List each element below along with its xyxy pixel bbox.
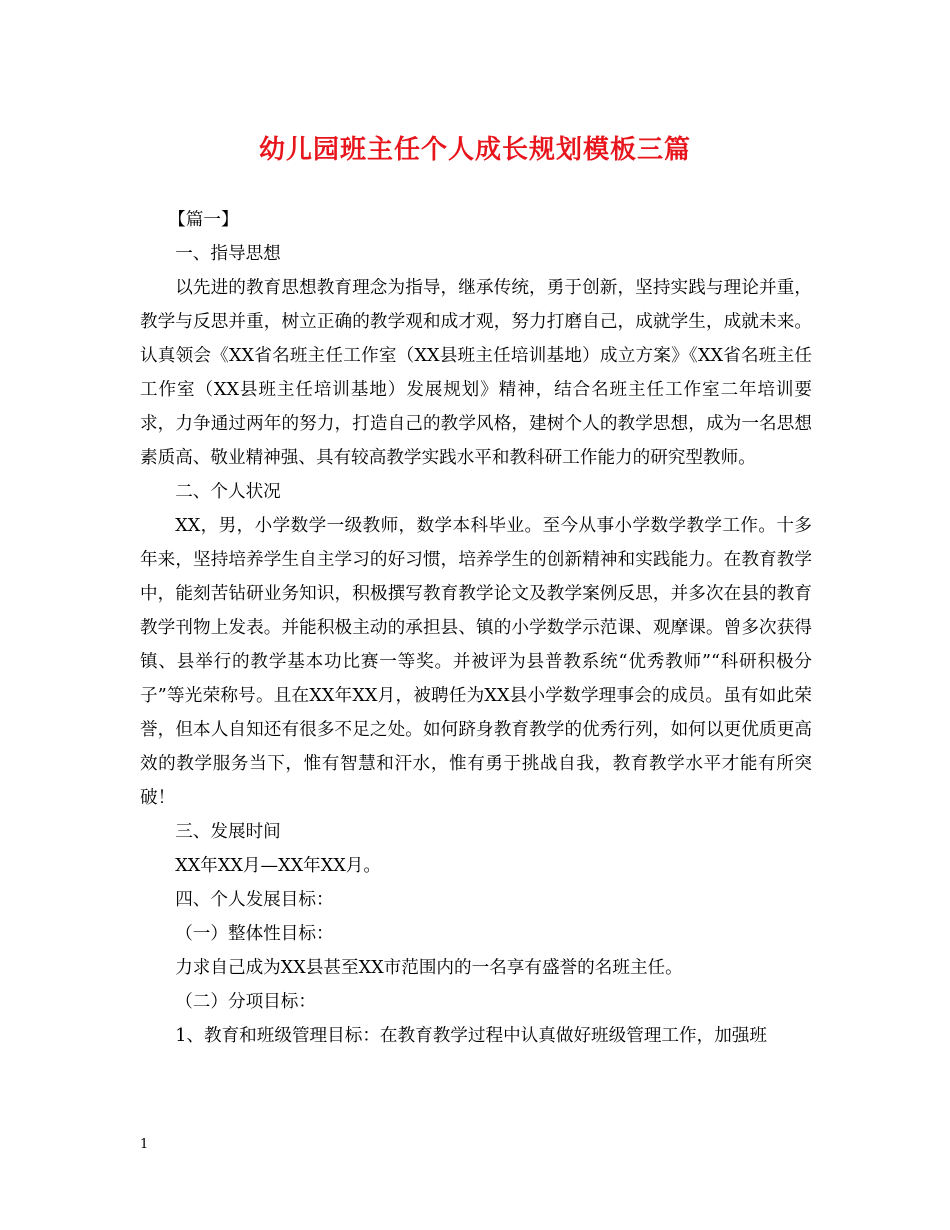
document-title: 幼儿园班主任个人成长规划模板三篇 <box>258 135 691 165</box>
paragraph-class-management-goal: 1、教育和班级管理目标：在教育教学过程中认真做好班级管理工作，加强班 <box>175 1026 767 1046</box>
document-body <box>140 203 812 1053</box>
paragraph-overall-goal: 力求自己成为XX县甚至XX市范围内的一名享有盛誉的名班主任。 <box>175 958 683 978</box>
page-number: 1 <box>140 1137 149 1152</box>
paragraph-personal-status: XX，男，小学数学一级教师，数学本科毕业。至今从事小学数学教学工作。十多年来，坚持培养学生自主学习的好习惯，培养学生的创新精神和实践能力。在教育教学中，能刻苦钻研业务知识，积极撰写教育教学论文及教学案例反思，并多次在县的教育教学刊物上发表。并能积极主动的承担县、镇的小学数学示范课、观摩课。曾多次获得镇、县举行的教学基本功比赛一等奖。并被评为县普教系统“优秀教师”“科研积极分子”等光荣称号。且在XX年XX月，被聘任为XX县小学数学理事会的成员。虽有如此荣誉，但本人自知还有很多不足之处。如何跻身教育教学的优秀行列，如何以更优质更高效的教学服务当下，惟有智慧和汗水，惟有勇于挑战自我，教育教学水平才能有所突破！ <box>140 516 812 808</box>
paragraph-guiding-ideology: 以先进的教育思想教育理念为指导，继承传统，勇于创新，坚持实践与理论并重，教学与反思并重，树立正确的教学观和成才观，努力打磨自己，成就学生，成就未来。认真领会《XX省名班主任工作室（XX县班主任培训基地）成立方案》《XX省名班主任工作室（XX县班主任培训基地）发展规划》精神，结合名班主任工作室二年培训要求，力争通过两年的努力，打造自己的教学风格，建树个人的教学思想，成为一名思想素质高、敬业精神强、具有较高教学实践水平和教科研工作能力的研究型教师。 <box>140 278 812 468</box>
heading-development-period: 三、发展时间 <box>175 822 281 842</box>
subheading-overall-goal: （一）整体性目标： <box>175 924 334 944</box>
section-tag: 【篇一】 <box>168 210 239 230</box>
subheading-itemized-goals: （二）分项目标： <box>175 992 316 1012</box>
heading-development-goals: 四、个人发展目标： <box>175 890 334 910</box>
heading-guiding-ideology: 一、指导思想 <box>175 244 281 264</box>
paragraph-development-period: XX年XX月—XX年XX月。 <box>175 856 381 876</box>
heading-personal-status: 二、个人状况 <box>175 482 281 502</box>
